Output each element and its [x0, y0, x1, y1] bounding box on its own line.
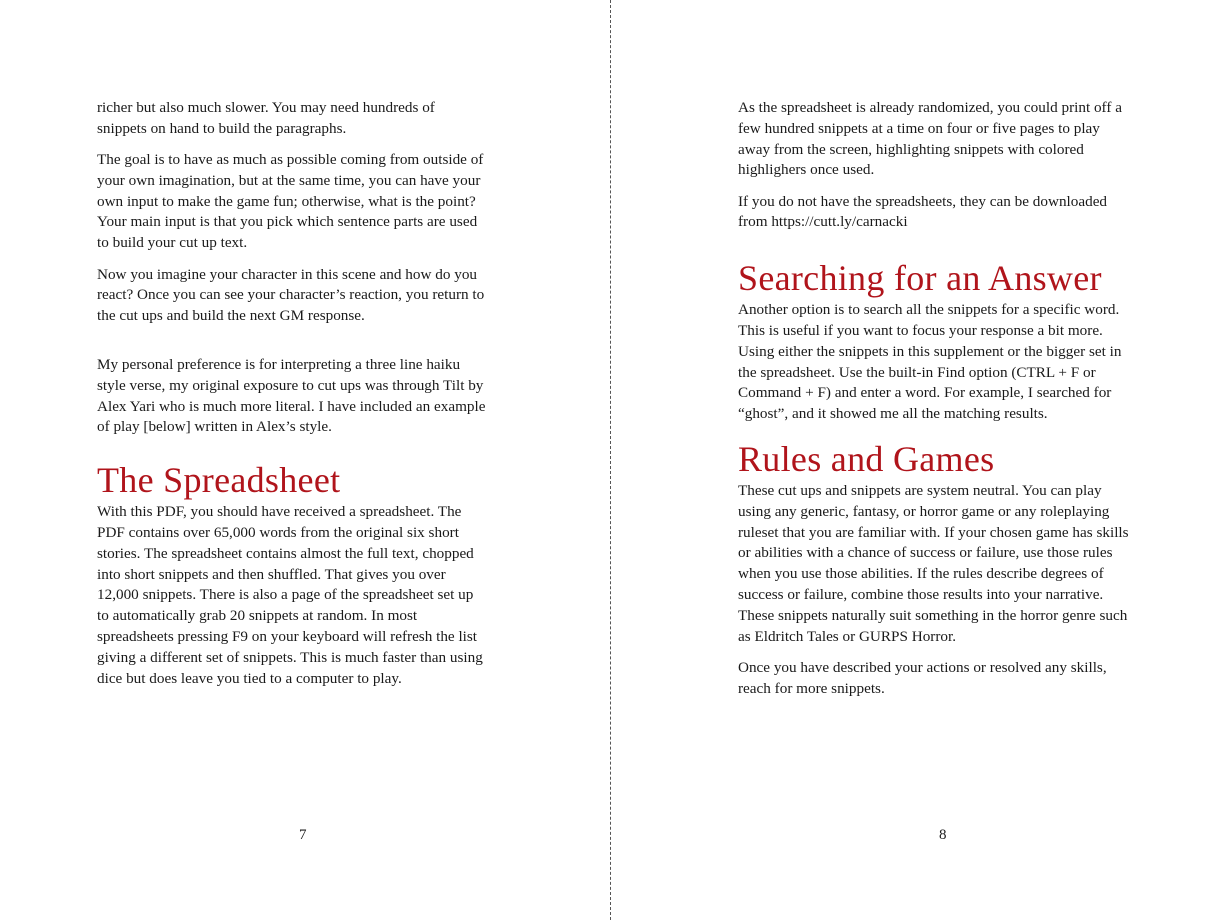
body-paragraph: Once you have described your actions or resolved any skills, reach for more snippets. [738, 658, 1107, 697]
section-heading-spreadsheet: The Spreadsheet [97, 460, 341, 501]
page-number: 8 [939, 827, 947, 843]
section-heading-searching: Searching for an Answer [738, 258, 1102, 299]
body-paragraph: Now you imagine your character in this scene and how do you react? Once you can see your character’s reaction, you return to the cut ups and build the next GM response. [97, 265, 485, 325]
left-page-text-column [97, 98, 487, 700]
body-paragraph: Another option is to search all the snippets for a specific word. This is useful if you want to focus your response a bit more. Using either the snippets in this supplement or the bigger set in the spreadsheet. Use the built-in Find option (CTRL + F or Command + F) and enter a word. For example, I searched for “ghost”, and it showed me all the matching results. [738, 301, 1122, 423]
right-page [612, 0, 1226, 920]
right-page-text-column [738, 98, 1130, 710]
body-paragraph: richer but also much slower. You may need hundreds of snippets on hand to build the paragraphs. [97, 99, 435, 137]
left-page [0, 0, 610, 920]
section-heading-rules: Rules and Games [738, 439, 995, 480]
body-paragraph: The goal is to have as much as possible coming from outside of your own imagination, but at the same time, you can have your own input to make the game fun; otherwise, what is the point? Your main input is that you pick which sentence parts are used to build your cut up text. [97, 151, 484, 252]
body-paragraph: With this PDF, you should have received a spreadsheet. The PDF contains over 65,000 words from the original six short stories. The spreadsheet contains almost the full text, chopped into short snippets and then shuffled. That gives you over 12,000 snippets. There is also a page of the spreadsheet set up to automatically grab 20 snippets at random. In most spreadsheets pressing F9 on your keyboard will refresh the list giving a different set of snippets. This is much faster than using dice but does leave you tied to a computer to play. [97, 503, 483, 687]
page-divider [610, 0, 611, 920]
page-number: 7 [299, 827, 307, 843]
body-paragraph: As the spreadsheet is already randomized, you could print off a few hundred snippets at a time on four or five pages to play away from the screen, highlighting snippets with colored highlighers once used. [738, 99, 1122, 179]
body-paragraph: If you do not have the spreadsheets, they can be downloaded from https://cutt.ly/carnacki [738, 192, 1108, 231]
body-paragraph: My personal preference is for interpreting a three line haiku style verse, my original exposure to cut ups was through Tilt by Alex Yari who is much more literal. I have included an example of play [below] written in Alex’s style. [97, 355, 486, 436]
body-paragraph: These cut ups and snippets are system neutral. You can play using any generic, fantasy, or horror game or any roleplaying ruleset that you are familiar with. If your chosen game has skills or abilities with a chance of success or failure, use those rules when you use those abilities. If the rules describe degrees of success or failure, combine those results into your narrative. These snippets naturally suit something in the horror genre such as Eldritch Tales or GURPS Horror. [738, 482, 1129, 645]
